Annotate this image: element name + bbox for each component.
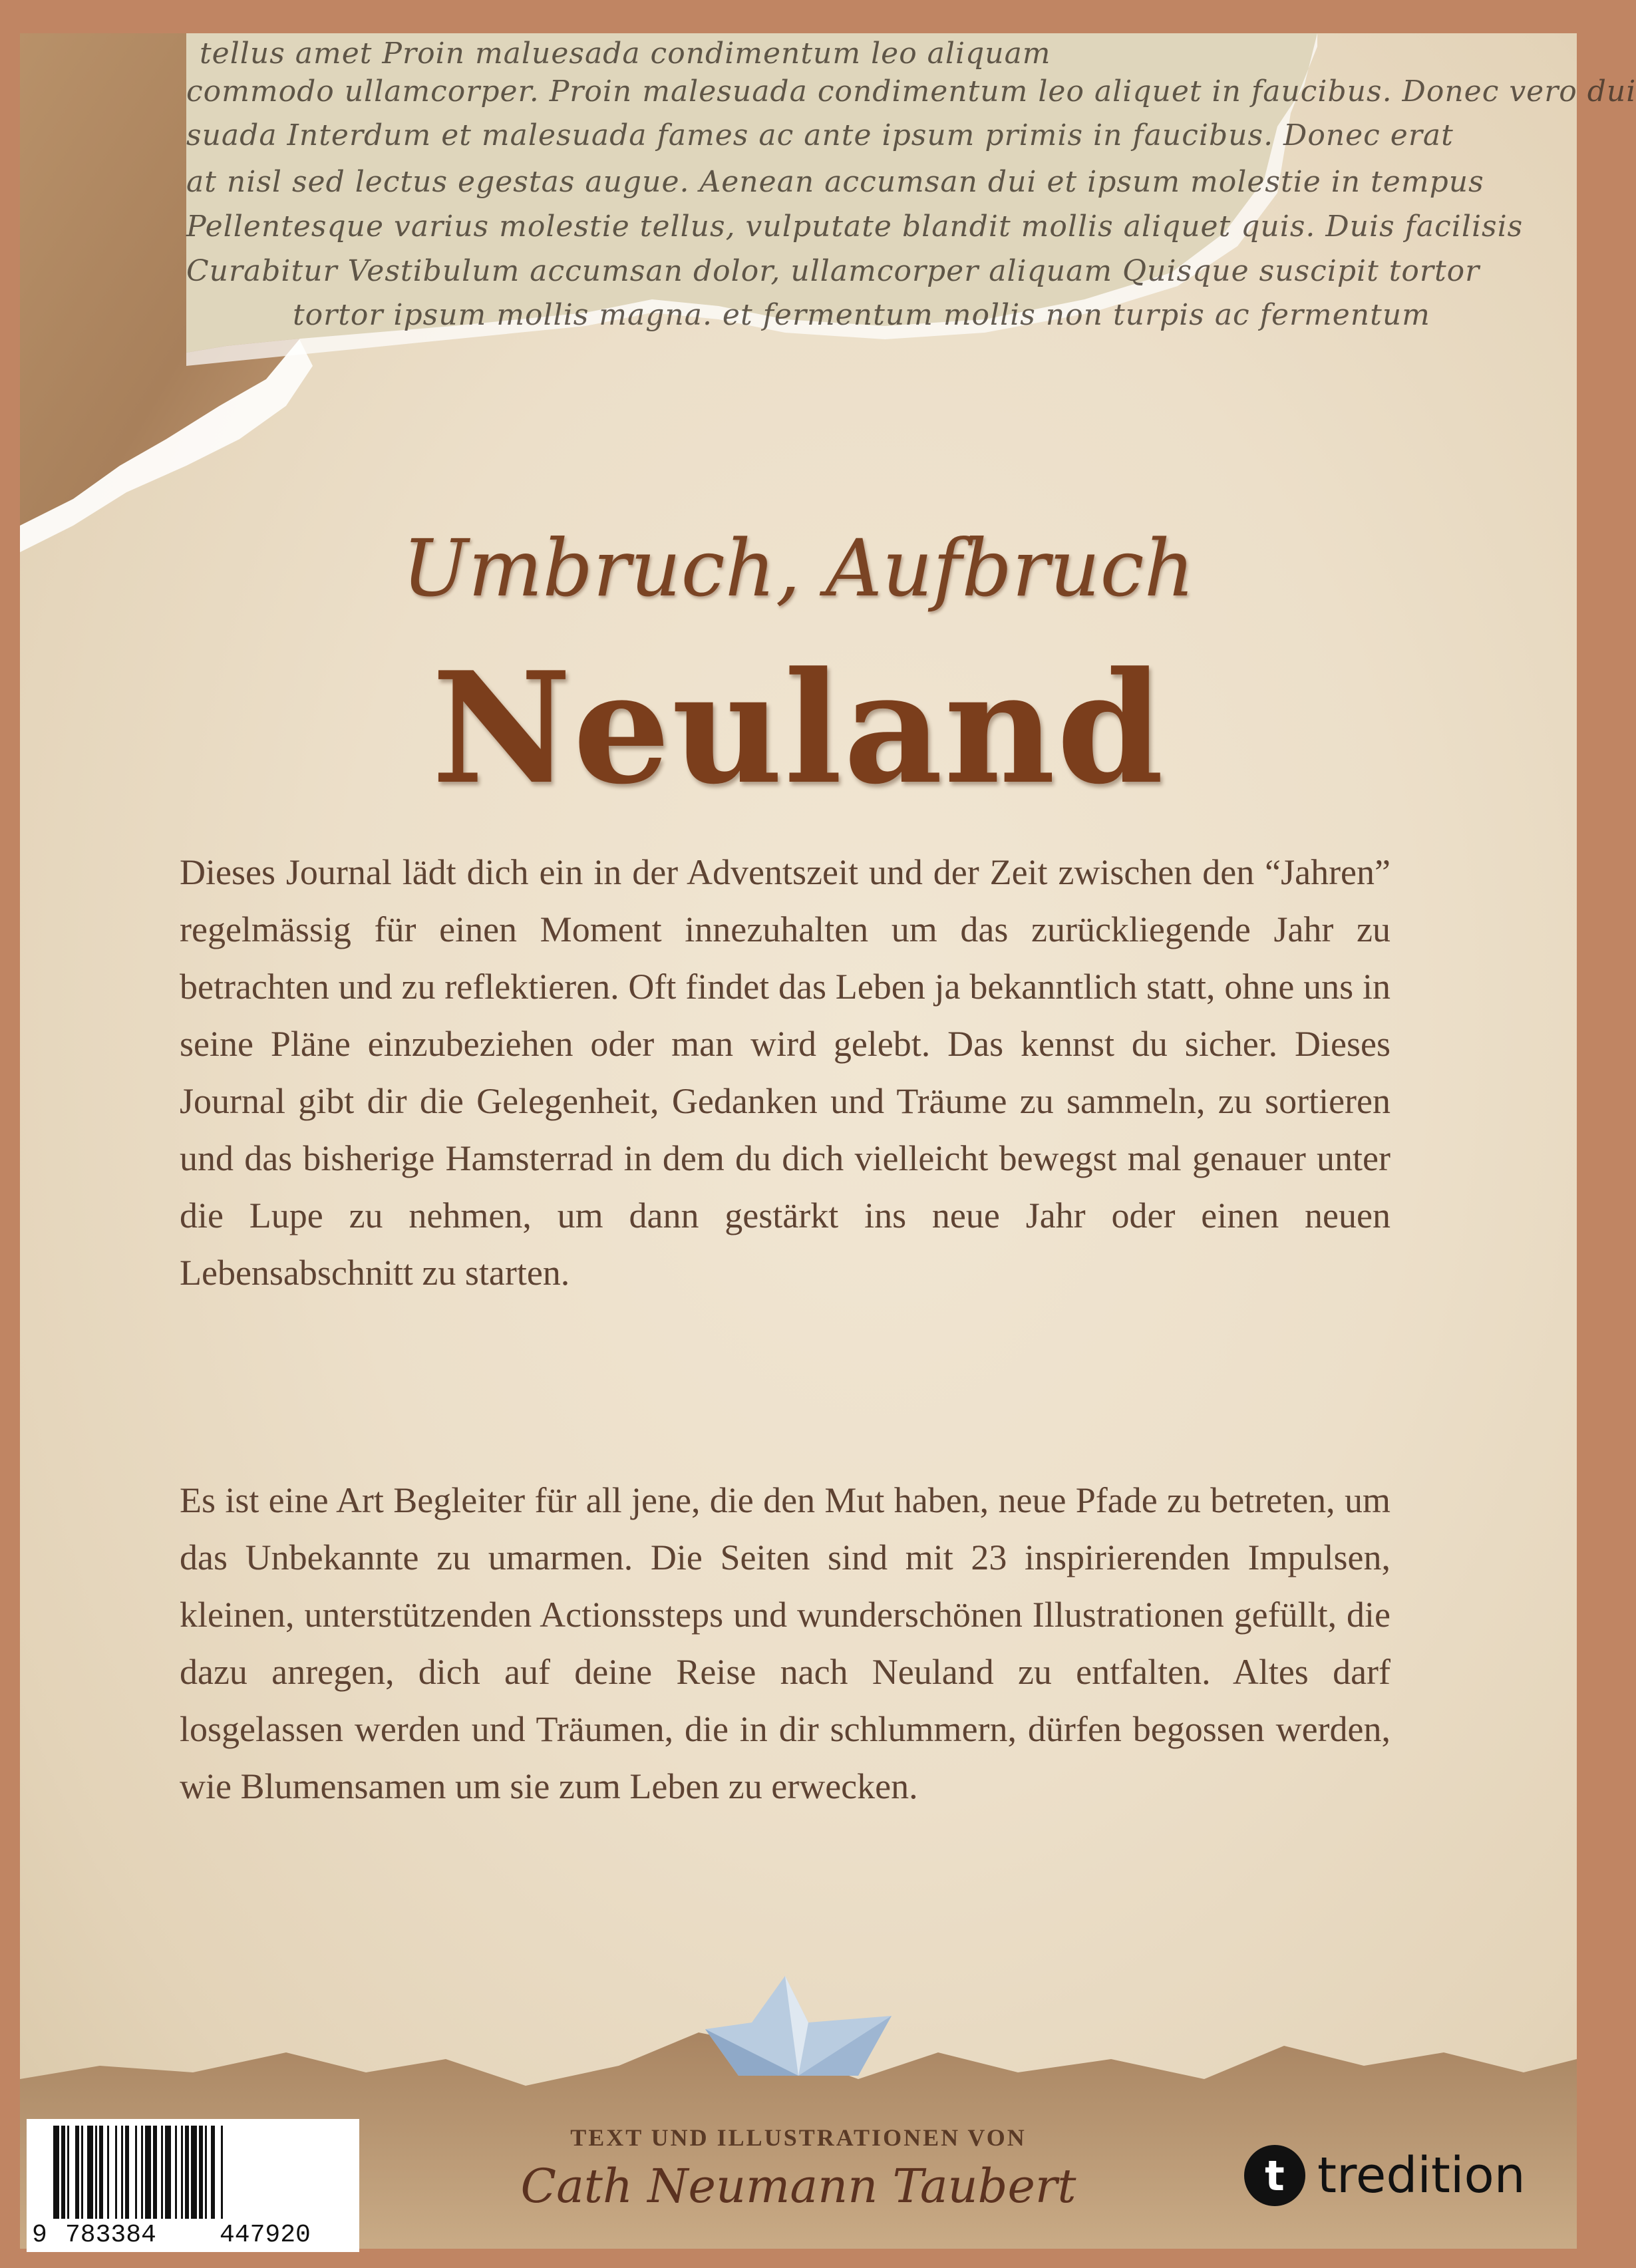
barcode-lead-digit: 9 [32, 2221, 47, 2249]
barcode-bar [135, 2126, 137, 2219]
handwriting-line: Curabitur Vestibulum accumsan dolor, ullamcorper aliquam Quisque suscipit tortor [186, 254, 1480, 288]
barcode-bar [205, 2126, 207, 2219]
credit-label: TEXT UND ILLUSTRATIONEN VON [570, 2124, 1027, 2151]
barcode-bar [199, 2126, 203, 2219]
author-name: Cath Neumann Taubert [520, 2159, 1076, 2213]
barcode-bar [181, 2126, 183, 2219]
publisher-name: tredition [1317, 2147, 1526, 2204]
publisher-logo-group [1244, 2142, 1526, 2209]
book-back-cover [20, 33, 1636, 2249]
barcode-bar [99, 2126, 103, 2219]
book-subtitle: Umbruch, Aufbruch [402, 522, 1195, 614]
barcode-bar [141, 2126, 143, 2219]
barcode-bars [53, 2126, 346, 2219]
handwriting-text-block [186, 33, 1636, 353]
handwriting-line: at nisl sed lectus egestas augue. Aenean accumsan dui et ipsum molestie in tempus [186, 165, 1484, 199]
isbn-barcode [27, 2119, 359, 2252]
barcode-bar [61, 2126, 65, 2219]
barcode-bar [53, 2126, 59, 2219]
barcode-bar [125, 2126, 129, 2219]
barcode-bar [153, 2126, 157, 2219]
handwriting-line: Pellentesque varius molestie tellus, vulputate blandit mollis aliquet quis. Duis facilisis [186, 210, 1524, 243]
barcode-bar [161, 2126, 163, 2219]
barcode-bar [145, 2126, 151, 2219]
description-paragraph: Dieses Journal lädt dich ein in der Adventszeit und der Zeit zwischen den “Jahren” regelmässig für einen Moment innezuhalten um das zurückliegende Jahr zu betrachten und zu reflektieren. Oft findet das Leben ja bekanntlich statt, ohne uns in seine Pläne einzubeziehen oder man wird gelebt. Das kennst du sicher. Dieses Journal gibt dir die Gelegenheit, Gedanken und Träume zu sammeln, zu sortieren und das bisherige Hamsterrad in dem du dich vielleicht bewegst mal genauer unter die Lupe zu nehmen, um dann gestärkt ins neue Jahr oder einen neuen Lebensabschnitt zu starten. [180, 852, 1391, 1293]
handwriting-line: commodo ullamcorper. Proin malesuada condimentum leo aliquet in faucibus. Donec vero dui [186, 75, 1636, 108]
barcode-bar [165, 2126, 171, 2219]
barcode-bar [211, 2126, 215, 2219]
barcode-bar [175, 2126, 177, 2219]
barcode-bar [221, 2126, 223, 2219]
barcode-bar [87, 2126, 93, 2219]
barcode-bar [81, 2126, 83, 2219]
barcode-bar [185, 2126, 189, 2219]
barcode-bar [67, 2126, 69, 2219]
description-paragraph: Es ist eine Art Begleiter für all jene, die den Mut haben, neue Pfade zu betreten, um das Unbekannte zu umarmen. Die Seiten sind mit 23 inspirierenden Impulsen, kleinen, unterstützenden Actionssteps und wunderschönen Illustrationen gefüllt, die dazu anregen, dich auf deine Reise nach Neuland zu entfalten. Altes darf losgelassen werden und Träumen, die in dir schlummern, dürfen begossen werden, wie Blumensamen um sie zum Leben zu erwecken. [180, 1480, 1391, 1806]
barcode-bar [95, 2126, 97, 2219]
barcode-bar [115, 2126, 117, 2219]
handwriting-line: tortor ipsum mollis magna. et fermentum mollis non turpis ac fermentum [293, 298, 1430, 332]
handwriting-line: suada Interdum et malesuada fames ac ante ipsum primis in faucibus. Donec erat [186, 118, 1454, 152]
barcode-digits-right: 447920 [220, 2221, 311, 2249]
barcode-digits-left: 783384 [65, 2221, 156, 2249]
barcode-bar [107, 2126, 109, 2219]
publisher-logo-icon: t [1244, 2145, 1305, 2206]
book-title: Neuland [431, 639, 1166, 818]
barcode-bar [121, 2126, 123, 2219]
paper-boat-icon [699, 1976, 898, 2102]
barcode-bar [191, 2126, 197, 2219]
barcode-bar [75, 2126, 79, 2219]
handwriting-line: tellus amet Proin maluesada condimentum leo aliquam [200, 37, 1051, 71]
